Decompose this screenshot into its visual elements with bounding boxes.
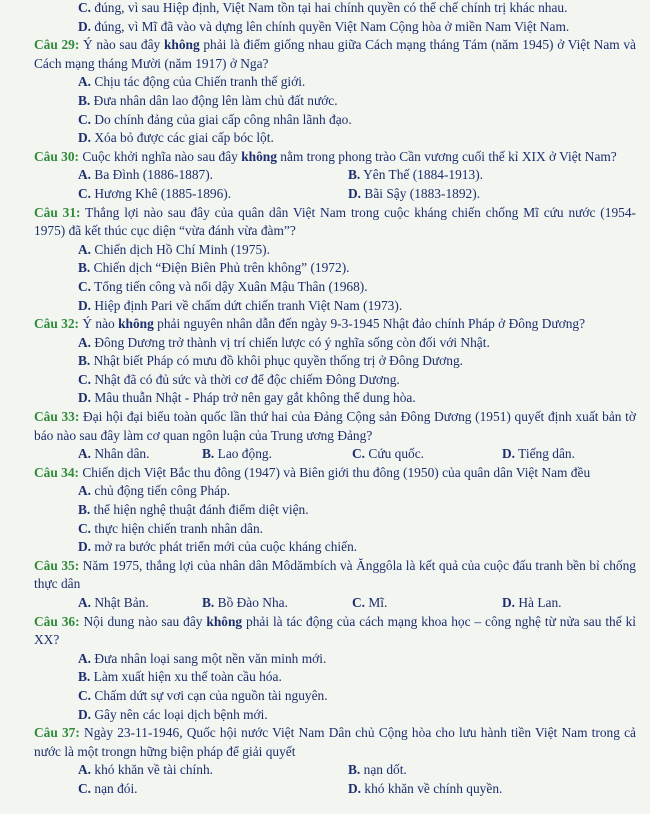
option-letter: C.	[78, 520, 92, 536]
option-a	[34, 334, 636, 353]
option-b	[34, 668, 636, 687]
option-letter: B.	[78, 669, 91, 685]
option-letter: B.	[202, 446, 215, 462]
option-letter: D.	[78, 297, 92, 313]
question-29	[34, 36, 636, 73]
option-d	[34, 706, 636, 725]
option-d	[34, 297, 636, 316]
option-c-prev	[34, 0, 636, 18]
question-number: Câu 30:	[34, 148, 80, 164]
option-b	[202, 445, 352, 464]
option-c	[34, 687, 636, 706]
option-letter: B.	[78, 502, 91, 518]
options-row	[34, 185, 636, 204]
option-text: Hà Lan.	[518, 595, 562, 610]
options-row	[34, 166, 636, 185]
question-text: Nội dung nào sau đây	[79, 613, 207, 629]
question-text: Chiến dịch Việt Bắc thu đông (1947) và Biên giới thu đông (1950) của quân dân Việt Nam đều	[79, 464, 591, 480]
question-text: Ý nào sau đây	[79, 37, 164, 53]
option-letter: C.	[352, 595, 366, 610]
option-letter: B.	[78, 92, 91, 108]
option-letter: C.	[78, 185, 92, 201]
option-text: chủ động tiến công Pháp.	[94, 483, 231, 499]
option-d	[348, 780, 618, 799]
question-36	[34, 613, 636, 650]
options-row	[34, 445, 636, 464]
option-letter: A.	[78, 595, 92, 610]
option-d	[502, 445, 575, 464]
option-c	[78, 780, 348, 799]
question-number: Câu 34:	[34, 464, 80, 480]
option-text: Bãi Sậy (1883-1892).	[364, 185, 481, 201]
option-letter: D.	[78, 706, 92, 722]
option-b	[348, 761, 618, 780]
question-33	[34, 408, 636, 445]
option-text: Nhân dân.	[94, 446, 150, 462]
option-text: Hương Khê (1885-1896).	[94, 185, 232, 201]
option-text: Chiến dịch Hồ Chí Minh (1975).	[94, 241, 270, 257]
option-d	[34, 389, 636, 408]
option-text: Cứu quốc.	[368, 446, 424, 462]
option-letter: D.	[502, 446, 516, 462]
option-text: đúng, vì Mĩ đã vào và dựng lên chính quyền Việt Nam Cộng hòa ở miền Nam Việt Nam.	[94, 18, 570, 34]
option-letter: D.	[348, 185, 362, 201]
option-text: Tiếng dân.	[518, 446, 575, 462]
options-row	[34, 780, 636, 799]
option-letter: D.	[78, 130, 92, 146]
option-a	[34, 73, 636, 92]
option-text: Đông Dương trở thành vị trí chiến lược có ý nghĩa sống còn đối với Nhật.	[94, 334, 490, 350]
question-31	[34, 204, 636, 241]
question-number: Câu 33:	[34, 409, 80, 425]
question-text: Đại hội đại biểu toàn quốc lần thứ hai của Đảng Cộng sản Đông Dương (1951) quyết định xuất bản tờ báo nào sau đây làm cơ quan ngôn luận của Trung ương Đảng?	[34, 409, 636, 443]
option-letter: A.	[78, 74, 92, 90]
question-emphasis: không	[118, 316, 154, 332]
option-text: Ba Đình (1886-1887).	[94, 167, 214, 183]
option-text: Tổng tiến công và nổi dậy Xuân Mậu Thân (1968).	[94, 278, 368, 294]
option-text: Do chính đảng của giai cấp công nhân lãnh đạo.	[94, 111, 352, 127]
question-30	[34, 148, 636, 167]
option-a	[78, 761, 348, 780]
option-letter: B.	[202, 595, 215, 610]
option-b	[34, 501, 636, 520]
option-c	[352, 445, 502, 464]
option-letter: B.	[348, 167, 361, 183]
option-c	[78, 185, 348, 204]
option-text: nạn đói.	[94, 780, 138, 796]
option-text: Mĩ.	[368, 595, 388, 610]
option-text: Đưa nhân dân lao động lên làm chủ đất nước.	[93, 92, 338, 108]
option-text: Gây nên các loại dịch bệnh mới.	[94, 706, 268, 722]
option-text: thể hiện nghệ thuật đánh điểm diệt viện.	[93, 502, 309, 518]
option-d	[34, 538, 636, 557]
option-text: Nhật biết Pháp có mưu đồ khôi phục quyền thống trị ở Đông Dương.	[93, 353, 463, 369]
option-d	[34, 129, 636, 148]
option-letter: D.	[502, 595, 516, 610]
option-letter: C.	[78, 111, 92, 127]
option-letter: A.	[78, 167, 92, 183]
option-letter: C.	[352, 446, 366, 462]
option-text: Chịu tác động của Chiến tranh thế giới.	[94, 74, 306, 90]
option-c	[352, 594, 502, 613]
question-number: Câu 29:	[34, 37, 80, 53]
question-number: Câu 32:	[34, 316, 80, 332]
option-text: khó khăn về chính quyền.	[364, 780, 503, 796]
option-letter: A.	[78, 762, 92, 778]
option-b	[34, 352, 636, 371]
option-d	[502, 594, 562, 613]
option-a	[34, 241, 636, 260]
question-text: Năm 1975, thắng lợi của nhân dân Môdămbích và Ănggôla là kết quả của cuộc đấu tranh bền bỉ chống thực dân	[34, 557, 636, 592]
option-letter: A.	[78, 446, 92, 462]
option-text: Yên Thế (1884-1913).	[363, 167, 484, 183]
option-letter: C.	[78, 371, 92, 387]
question-text: phải là tác động của cách mạng khoa học – công nghệ từ nửa sau thế kỉ XX?	[34, 613, 636, 648]
option-letter: C.	[78, 278, 92, 294]
option-b	[348, 166, 618, 185]
option-text: thực hiện chiến tranh nhân dân.	[94, 520, 264, 536]
option-a	[78, 166, 348, 185]
option-a	[78, 594, 202, 613]
option-d	[348, 185, 618, 204]
question-34	[34, 464, 636, 483]
question-text: phải là điểm giống nhau giữa Cách mạng tháng Tám (năm 1945) ở Việt Nam và Cách mạng tháng Mười (năm 1917) ở Nga?	[34, 37, 636, 71]
option-text: Lao động.	[217, 446, 272, 462]
question-text: Thắng lợi nào sau đây của quân dân Việt Nam trong cuộc kháng chiến chống Mĩ cứu nước (1954-1975) đã kết thúc cục diện “vừa đánh vừa đàm”?	[34, 204, 636, 239]
question-32	[34, 315, 636, 334]
option-letter: A.	[78, 650, 92, 666]
options-row	[34, 761, 636, 780]
question-number: Câu 36:	[34, 613, 80, 629]
option-text: Đưa nhân loại sang một nền văn minh mới.	[94, 650, 327, 666]
option-text: khó khăn về tài chính.	[94, 762, 214, 778]
options-row	[34, 594, 636, 613]
option-c	[34, 520, 636, 539]
question-number: Câu 31:	[34, 204, 81, 220]
option-c	[34, 278, 636, 297]
option-b	[202, 594, 352, 613]
option-letter: C.	[78, 780, 92, 796]
option-letter: C.	[78, 687, 92, 703]
question-text: nằm trong phong trào Cần vương cuối thế kỉ XIX ở Việt Nam?	[276, 148, 617, 164]
option-letter: B.	[78, 260, 91, 276]
option-letter: A.	[78, 334, 92, 350]
question-emphasis: không	[163, 37, 200, 53]
question-text: Cuộc khởi nghĩa nào sau đây	[79, 148, 242, 164]
option-a	[34, 482, 636, 501]
option-letter: D.	[348, 780, 362, 796]
option-text: Nhật đã có đủ sức và thời cơ để độc chiếm Đông Dương.	[94, 371, 400, 387]
question-emphasis: không	[241, 148, 277, 164]
option-text: đúng, vì sau Hiệp định, Việt Nam tồn tại hai chính quyền có thể chế chính trị khác nhau.	[94, 0, 568, 15]
option-letter: B.	[78, 353, 91, 369]
option-c	[34, 111, 636, 130]
option-text: Bồ Đào Nha.	[217, 595, 288, 610]
question-text: phải nguyên nhân dẫn đến ngày 9-3-1945 Nhật đảo chính Pháp ở Đông Dương?	[153, 316, 586, 332]
option-letter: C.	[78, 0, 92, 15]
option-letter: A.	[78, 241, 92, 257]
question-text: Ngày 23-11-1946, Quốc hội nước Việt Nam Dân chủ Cộng hòa cho lưu hành tiền Việt Nam trong cả nước là một trongn hững biện pháp để giải quyết	[34, 725, 636, 759]
question-37	[34, 724, 636, 761]
option-text: nạn dốt.	[363, 762, 407, 778]
question-text: Ý nào	[79, 316, 119, 332]
option-text: Chấm dứt sự vơi cạn của nguồn tài nguyên.	[94, 687, 328, 703]
option-c	[34, 371, 636, 390]
option-text: Xóa bỏ được các giai cấp bóc lột.	[94, 130, 274, 146]
option-text: Nhật Bản.	[94, 595, 149, 610]
option-text: Làm xuất hiện xu thế toàn cầu hóa.	[93, 669, 282, 685]
question-number: Câu 37:	[34, 725, 80, 741]
option-letter: A.	[78, 483, 92, 499]
option-text: Mâu thuẫn Nhật - Pháp trở nên gay gắt không thể dung hòa.	[94, 390, 416, 406]
option-text: mở ra bước phát triển mới của cuộc kháng chiến.	[94, 539, 358, 555]
option-a	[34, 650, 636, 669]
option-a	[78, 445, 202, 464]
question-emphasis: không	[206, 613, 243, 629]
option-b	[34, 259, 636, 278]
option-d-prev	[34, 18, 636, 37]
question-35	[34, 557, 636, 594]
option-letter: D.	[78, 18, 92, 34]
option-text: Hiệp định Pari về chấm dứt chiến tranh Việt Nam (1973).	[94, 297, 403, 313]
option-letter: B.	[348, 762, 361, 778]
option-text: Chiến dịch “Điện Biên Phủ trên không” (1972).	[93, 260, 350, 276]
option-letter: D.	[78, 390, 92, 406]
option-b	[34, 92, 636, 111]
question-number: Câu 35:	[34, 557, 80, 573]
option-letter: D.	[78, 539, 92, 555]
